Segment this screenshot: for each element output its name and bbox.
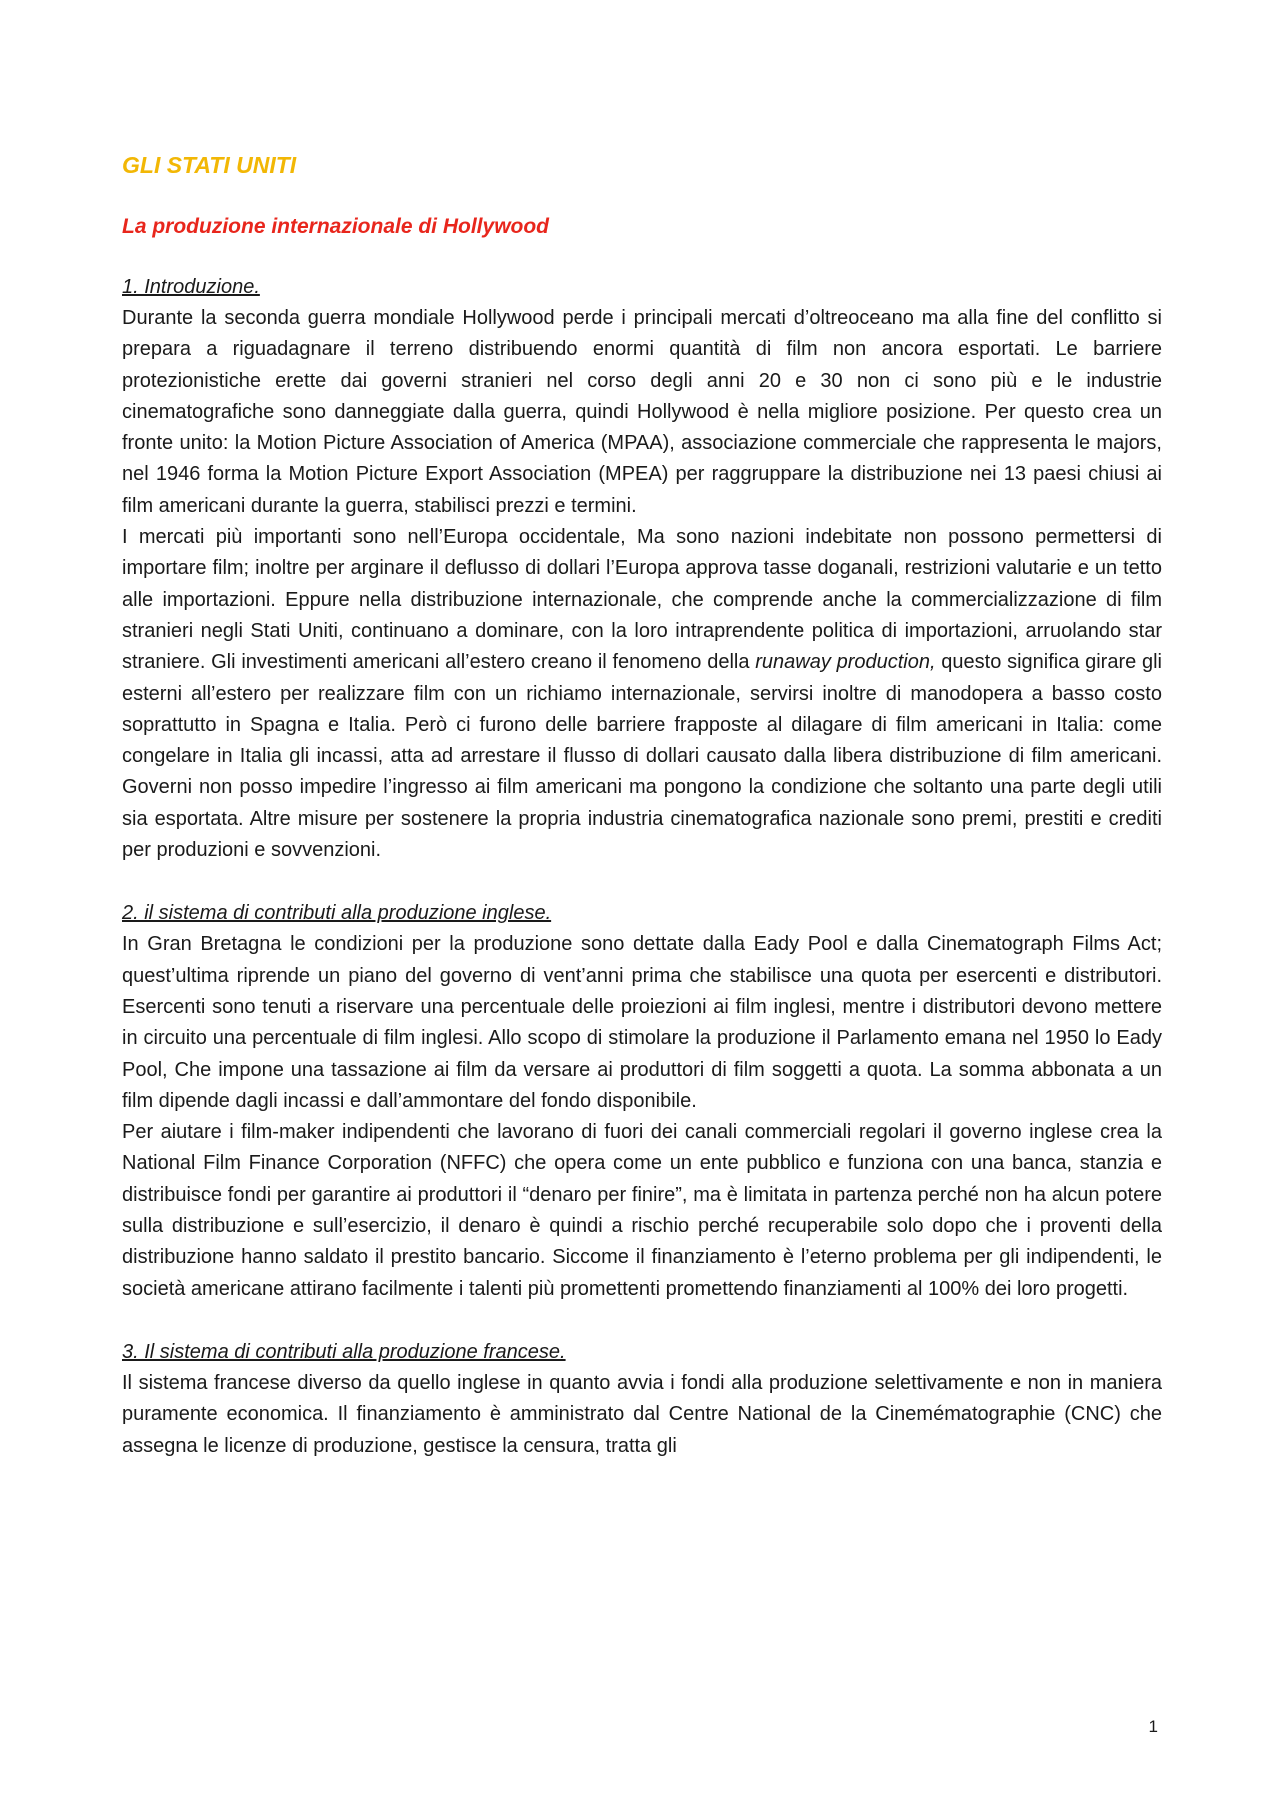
section-heading: 3. Il sistema di contributi alla produzione francese.: [122, 1340, 566, 1363]
paragraph: Durante la seconda guerra mondiale Hollywood perde i principali mercati d’oltreoceano ma alla fine del conflitto si prepara a riguadagnare il terreno distribuendo enormi quantità di film non ancora esportati. Le barriere protezionistiche erette dai governi stranieri nel corso degli anni 20 e 30 non ci sono più e le industrie cinematografiche sono danneggiate dalla guerra, quindi Hollywood è nella migliore posizione. Per questo crea un fronte unito: la Motion Picture Association of America (MPAA), associazione commerciale che rappresenta le majors, nel 1946 forma la Motion Picture Export Association (MPEA) per raggruppare la distribuzione nei 13 paesi chiusi ai film americani durante la guerra, stabilisci prezzi e termini.: [122, 307, 1162, 517]
section-introduzione: [122, 272, 1162, 866]
document-page: [122, 150, 1162, 1462]
paragraph: [122, 522, 1162, 866]
document-subtitle: La produzione internazionale di Hollywood: [122, 215, 550, 238]
paragraph: In Gran Bretagna le condizioni per la produzione sono dettate dalla Eady Pool e dalla Cinematograph Films Act; quest’ultima riprende un piano del governo di vent’anni prima che stabilisce una quota per esercenti e distributori. Esercenti sono tenuti a riservare una percentuale delle proiezioni ai film inglesi, mentre i distributori devono mettere in circuito una percentuale di film inglesi. Allo scopo di stimolare la produzione il Parlamento emana nel 1950 lo Eady Pool, Che impone una tassazione ai film da versare ai produttori di film soggetti a quota. La somma abbonata a un film dipende dagli incassi e dall’ammontare del fondo disponibile.: [122, 933, 1162, 1112]
paragraph-text: questo significa girare gli esterni all’estero per realizzare film con un richiamo internazionale, servirsi inoltre di manodopera a basso costo soprattutto in Spagna e Italia. Però ci furono delle barriere frapposte al dilagare di film americani in Italia: come congelare in Italia gli incassi, atta ad arrestare il flusso di dollari causato dalla libera distribuzione di film americani. Governi non posso impedire l’ingresso ai film americani ma pongono la condizione che soltanto una parte degli utili sia esportata. Altre misure per sostenere la propria industria cinematografica nazionale sono premi, prestiti e crediti per produzioni e sovvenzioni.: [122, 651, 1163, 862]
section-heading: 1. Introduzione.: [122, 276, 260, 298]
paragraph-text: I mercati più importanti sono nell’Europa occidentale, Ma sono nazioni indebitate non possono permettersi di importare film; inoltre per arginare il deflusso di dollari l’Europa approva tasse doganali, restrizioni valutarie e un tetto alle importazioni. Eppure nella distribuzione internazionale, che comprende anche la commercializzazione di film stranieri negli Stati Uniti, continuano a dominare, con la loro intraprendente politica di importazioni, arruolando star straniere. Gli investimenti americani all’estero creano il fenomeno della: [122, 526, 1162, 674]
document-title: GLI STATI UNITI: [122, 152, 297, 178]
section-produzione-francese: [122, 1337, 1162, 1462]
section-heading: 2. il sistema di contributi alla produzione inglese.: [122, 902, 552, 925]
paragraph: Per aiutare i film-maker indipendenti che lavorano di fuori dei canali commerciali regolari il governo inglese crea la National Film Finance Corporation (NFFC) che opera come un ente pubblico e funziona con una banca, stanzia e distribuisce fondi per garantire ai produttori il “denaro per finire”, ma è limitata in partenza perché non ha alcun potere sulla distribuzione e sull’esercizio, il denaro è quindi a rischio perché recuperabile solo dopo che i proventi della distribuzione hanno saldato il prestito bancario. Siccome il finanziamento è l’eterno problema per gli indipendenti, le società americane attirano facilmente i talenti più promettenti promettendo finanziamenti al 100% dei loro progetti.: [122, 1121, 1162, 1300]
emphasis-runaway-production: runaway production,: [755, 651, 936, 674]
paragraph: Il sistema francese diverso da quello inglese in quanto avvia i fondi alla produzione selettivamente e non in maniera puramente economica. Il finanziamento è amministrato dal Centre National de la Cinemématographie (CNC) che assegna le licenze di produzione, gestisce la censura, tratta gli: [122, 1371, 1162, 1457]
page-number: 1: [1148, 1717, 1158, 1736]
section-produzione-inglese: [122, 898, 1162, 1305]
